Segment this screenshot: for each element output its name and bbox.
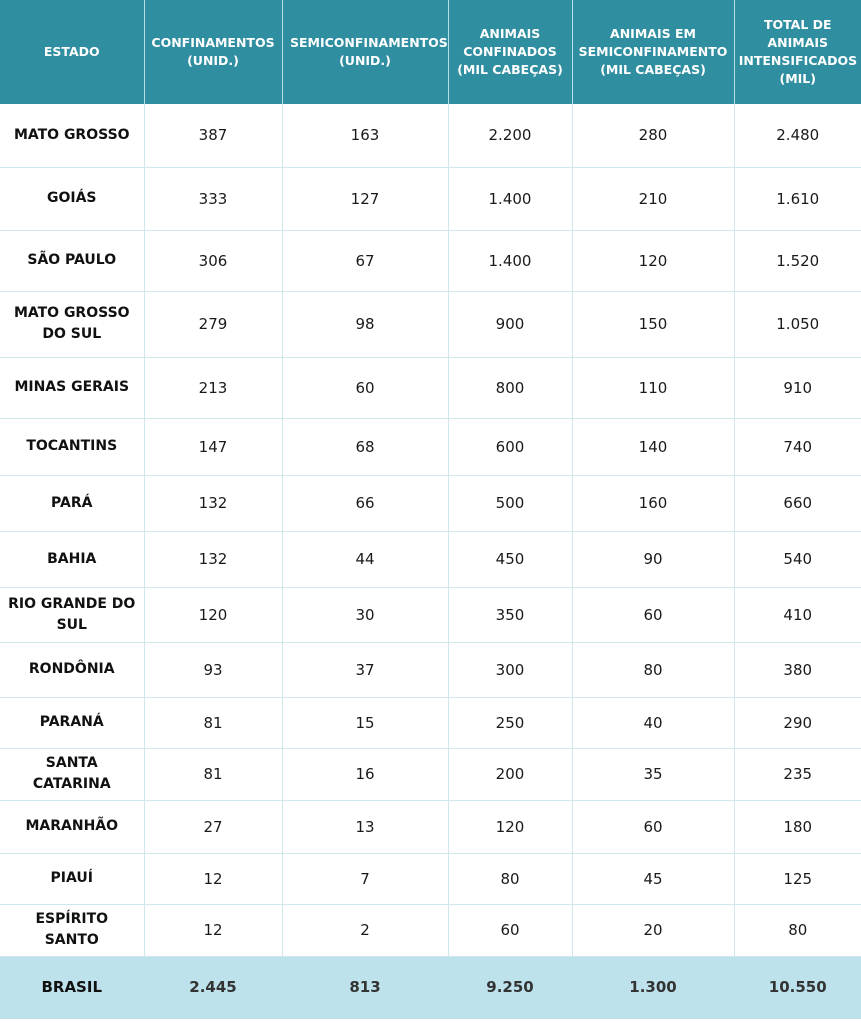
total-semiconfinamentos: 813 bbox=[282, 956, 448, 1018]
cell-animais-semiconfinamento: 120 bbox=[572, 230, 734, 291]
cell-total-intensificados: 2.480 bbox=[734, 104, 861, 167]
header-animais-semiconfinamento-label: ANIMAIS EM SEMICONFINAMENTO (MIL CABEÇAS) bbox=[578, 26, 728, 77]
cell-state: MARANHÃO bbox=[0, 800, 144, 853]
cell-state: MATO GROSSO bbox=[0, 104, 144, 167]
cell-animais-confinados: 120 bbox=[448, 800, 572, 853]
header-animais-confinados bbox=[448, 0, 572, 104]
cell-confinamentos: 306 bbox=[144, 230, 282, 291]
table-row bbox=[0, 642, 861, 697]
cell-confinamentos: 120 bbox=[144, 587, 282, 642]
cell-animais-semiconfinamento: 80 bbox=[572, 642, 734, 697]
table-row bbox=[0, 531, 861, 587]
cell-state: PARANÁ bbox=[0, 697, 144, 748]
header-confinamentos-label: CONFINAMENTOS (UNID.) bbox=[151, 35, 275, 68]
cell-semiconfinamentos: 60 bbox=[282, 357, 448, 418]
header-row bbox=[0, 0, 861, 104]
cell-state: TOCANTINS bbox=[0, 418, 144, 475]
cell-semiconfinamentos: 127 bbox=[282, 167, 448, 230]
table-row bbox=[0, 748, 861, 800]
cell-animais-semiconfinamento: 60 bbox=[572, 800, 734, 853]
table-row bbox=[0, 697, 861, 748]
cell-semiconfinamentos: 98 bbox=[282, 291, 448, 357]
cell-total-intensificados: 180 bbox=[734, 800, 861, 853]
cell-total-intensificados: 910 bbox=[734, 357, 861, 418]
cell-animais-semiconfinamento: 60 bbox=[572, 587, 734, 642]
total-total-intensificados: 10.550 bbox=[734, 956, 861, 1018]
cell-state: GOIÁS bbox=[0, 167, 144, 230]
header-semiconfinamentos-label: SEMICONFINAMENTOS (UNID.) bbox=[290, 35, 448, 68]
cell-animais-confinados: 300 bbox=[448, 642, 572, 697]
cell-animais-confinados: 450 bbox=[448, 531, 572, 587]
cell-state: PIAUÍ bbox=[0, 853, 144, 904]
cell-animais-confinados: 250 bbox=[448, 697, 572, 748]
table-row bbox=[0, 104, 861, 167]
cell-animais-confinados: 800 bbox=[448, 357, 572, 418]
total-state: BRASIL bbox=[0, 956, 144, 1018]
cell-state: MINAS GERAIS bbox=[0, 357, 144, 418]
cell-semiconfinamentos: 16 bbox=[282, 748, 448, 800]
cell-animais-confinados: 60 bbox=[448, 904, 572, 956]
total-animais-confinados: 9.250 bbox=[448, 956, 572, 1018]
cell-total-intensificados: 1.520 bbox=[734, 230, 861, 291]
table-row bbox=[0, 904, 861, 956]
cell-state: PARÁ bbox=[0, 475, 144, 531]
cell-animais-confinados: 350 bbox=[448, 587, 572, 642]
cell-animais-semiconfinamento: 20 bbox=[572, 904, 734, 956]
cell-total-intensificados: 380 bbox=[734, 642, 861, 697]
cell-total-intensificados: 540 bbox=[734, 531, 861, 587]
cell-confinamentos: 27 bbox=[144, 800, 282, 853]
cell-animais-semiconfinamento: 90 bbox=[572, 531, 734, 587]
cell-semiconfinamentos: 163 bbox=[282, 104, 448, 167]
cell-total-intensificados: 660 bbox=[734, 475, 861, 531]
cell-confinamentos: 213 bbox=[144, 357, 282, 418]
header-estado: ESTADO bbox=[0, 0, 144, 104]
header-confinamentos bbox=[144, 0, 282, 104]
table-row bbox=[0, 587, 861, 642]
cell-animais-confinados: 900 bbox=[448, 291, 572, 357]
cell-semiconfinamentos: 37 bbox=[282, 642, 448, 697]
cell-semiconfinamentos: 7 bbox=[282, 853, 448, 904]
cell-total-intensificados: 290 bbox=[734, 697, 861, 748]
cell-animais-semiconfinamento: 280 bbox=[572, 104, 734, 167]
table-row bbox=[0, 475, 861, 531]
cell-state: MATO GROSSO DO SUL bbox=[0, 291, 144, 357]
cell-semiconfinamentos: 2 bbox=[282, 904, 448, 956]
cell-confinamentos: 147 bbox=[144, 418, 282, 475]
cell-confinamentos: 93 bbox=[144, 642, 282, 697]
cell-animais-confinados: 2.200 bbox=[448, 104, 572, 167]
table-row bbox=[0, 853, 861, 904]
cell-semiconfinamentos: 15 bbox=[282, 697, 448, 748]
cell-state: RIO GRANDE DO SUL bbox=[0, 587, 144, 642]
cell-confinamentos: 12 bbox=[144, 853, 282, 904]
header-animais-semiconfinamento bbox=[572, 0, 734, 104]
cell-total-intensificados: 1.610 bbox=[734, 167, 861, 230]
cell-total-intensificados: 1.050 bbox=[734, 291, 861, 357]
cell-state: RONDÔNIA bbox=[0, 642, 144, 697]
header-total-intensificados bbox=[734, 0, 861, 104]
header-total-intensificados-label: TOTAL DE ANIMAIS INTENSIFICADOS (MIL) bbox=[738, 17, 858, 86]
cell-semiconfinamentos: 68 bbox=[282, 418, 448, 475]
total-row bbox=[0, 956, 861, 1018]
cell-confinamentos: 279 bbox=[144, 291, 282, 357]
cell-confinamentos: 12 bbox=[144, 904, 282, 956]
cell-animais-semiconfinamento: 45 bbox=[572, 853, 734, 904]
cell-confinamentos: 333 bbox=[144, 167, 282, 230]
cell-animais-semiconfinamento: 210 bbox=[572, 167, 734, 230]
cell-animais-confinados: 500 bbox=[448, 475, 572, 531]
cell-animais-semiconfinamento: 150 bbox=[572, 291, 734, 357]
cell-semiconfinamentos: 13 bbox=[282, 800, 448, 853]
cell-semiconfinamentos: 44 bbox=[282, 531, 448, 587]
cell-semiconfinamentos: 30 bbox=[282, 587, 448, 642]
cell-state: SANTA CATARINA bbox=[0, 748, 144, 800]
cell-animais-semiconfinamento: 140 bbox=[572, 418, 734, 475]
cell-confinamentos: 132 bbox=[144, 475, 282, 531]
table-row bbox=[0, 357, 861, 418]
table-row bbox=[0, 800, 861, 853]
cell-state: BAHIA bbox=[0, 531, 144, 587]
header-semiconfinamentos bbox=[282, 0, 448, 104]
cell-confinamentos: 132 bbox=[144, 531, 282, 587]
cell-total-intensificados: 80 bbox=[734, 904, 861, 956]
cell-animais-confinados: 80 bbox=[448, 853, 572, 904]
cell-animais-semiconfinamento: 40 bbox=[572, 697, 734, 748]
table-row bbox=[0, 230, 861, 291]
table-row bbox=[0, 418, 861, 475]
cell-total-intensificados: 235 bbox=[734, 748, 861, 800]
cell-confinamentos: 81 bbox=[144, 697, 282, 748]
table-row bbox=[0, 291, 861, 357]
table-row bbox=[0, 167, 861, 230]
cell-confinamentos: 81 bbox=[144, 748, 282, 800]
cell-animais-confinados: 600 bbox=[448, 418, 572, 475]
cell-confinamentos: 387 bbox=[144, 104, 282, 167]
cell-animais-confinados: 1.400 bbox=[448, 230, 572, 291]
cell-semiconfinamentos: 66 bbox=[282, 475, 448, 531]
cell-state: ESPÍRITO SANTO bbox=[0, 904, 144, 956]
cell-total-intensificados: 740 bbox=[734, 418, 861, 475]
cell-semiconfinamentos: 67 bbox=[282, 230, 448, 291]
cell-animais-semiconfinamento: 110 bbox=[572, 357, 734, 418]
header-animais-confinados-label: ANIMAIS CONFINADOS (MIL CABEÇAS) bbox=[457, 26, 563, 77]
cell-animais-confinados: 1.400 bbox=[448, 167, 572, 230]
cell-animais-semiconfinamento: 35 bbox=[572, 748, 734, 800]
cell-animais-semiconfinamento: 160 bbox=[572, 475, 734, 531]
cell-total-intensificados: 125 bbox=[734, 853, 861, 904]
cell-total-intensificados: 410 bbox=[734, 587, 861, 642]
cell-state: SÃO PAULO bbox=[0, 230, 144, 291]
total-confinamentos: 2.445 bbox=[144, 956, 282, 1018]
cell-animais-confinados: 200 bbox=[448, 748, 572, 800]
total-animais-semiconfinamento: 1.300 bbox=[572, 956, 734, 1018]
